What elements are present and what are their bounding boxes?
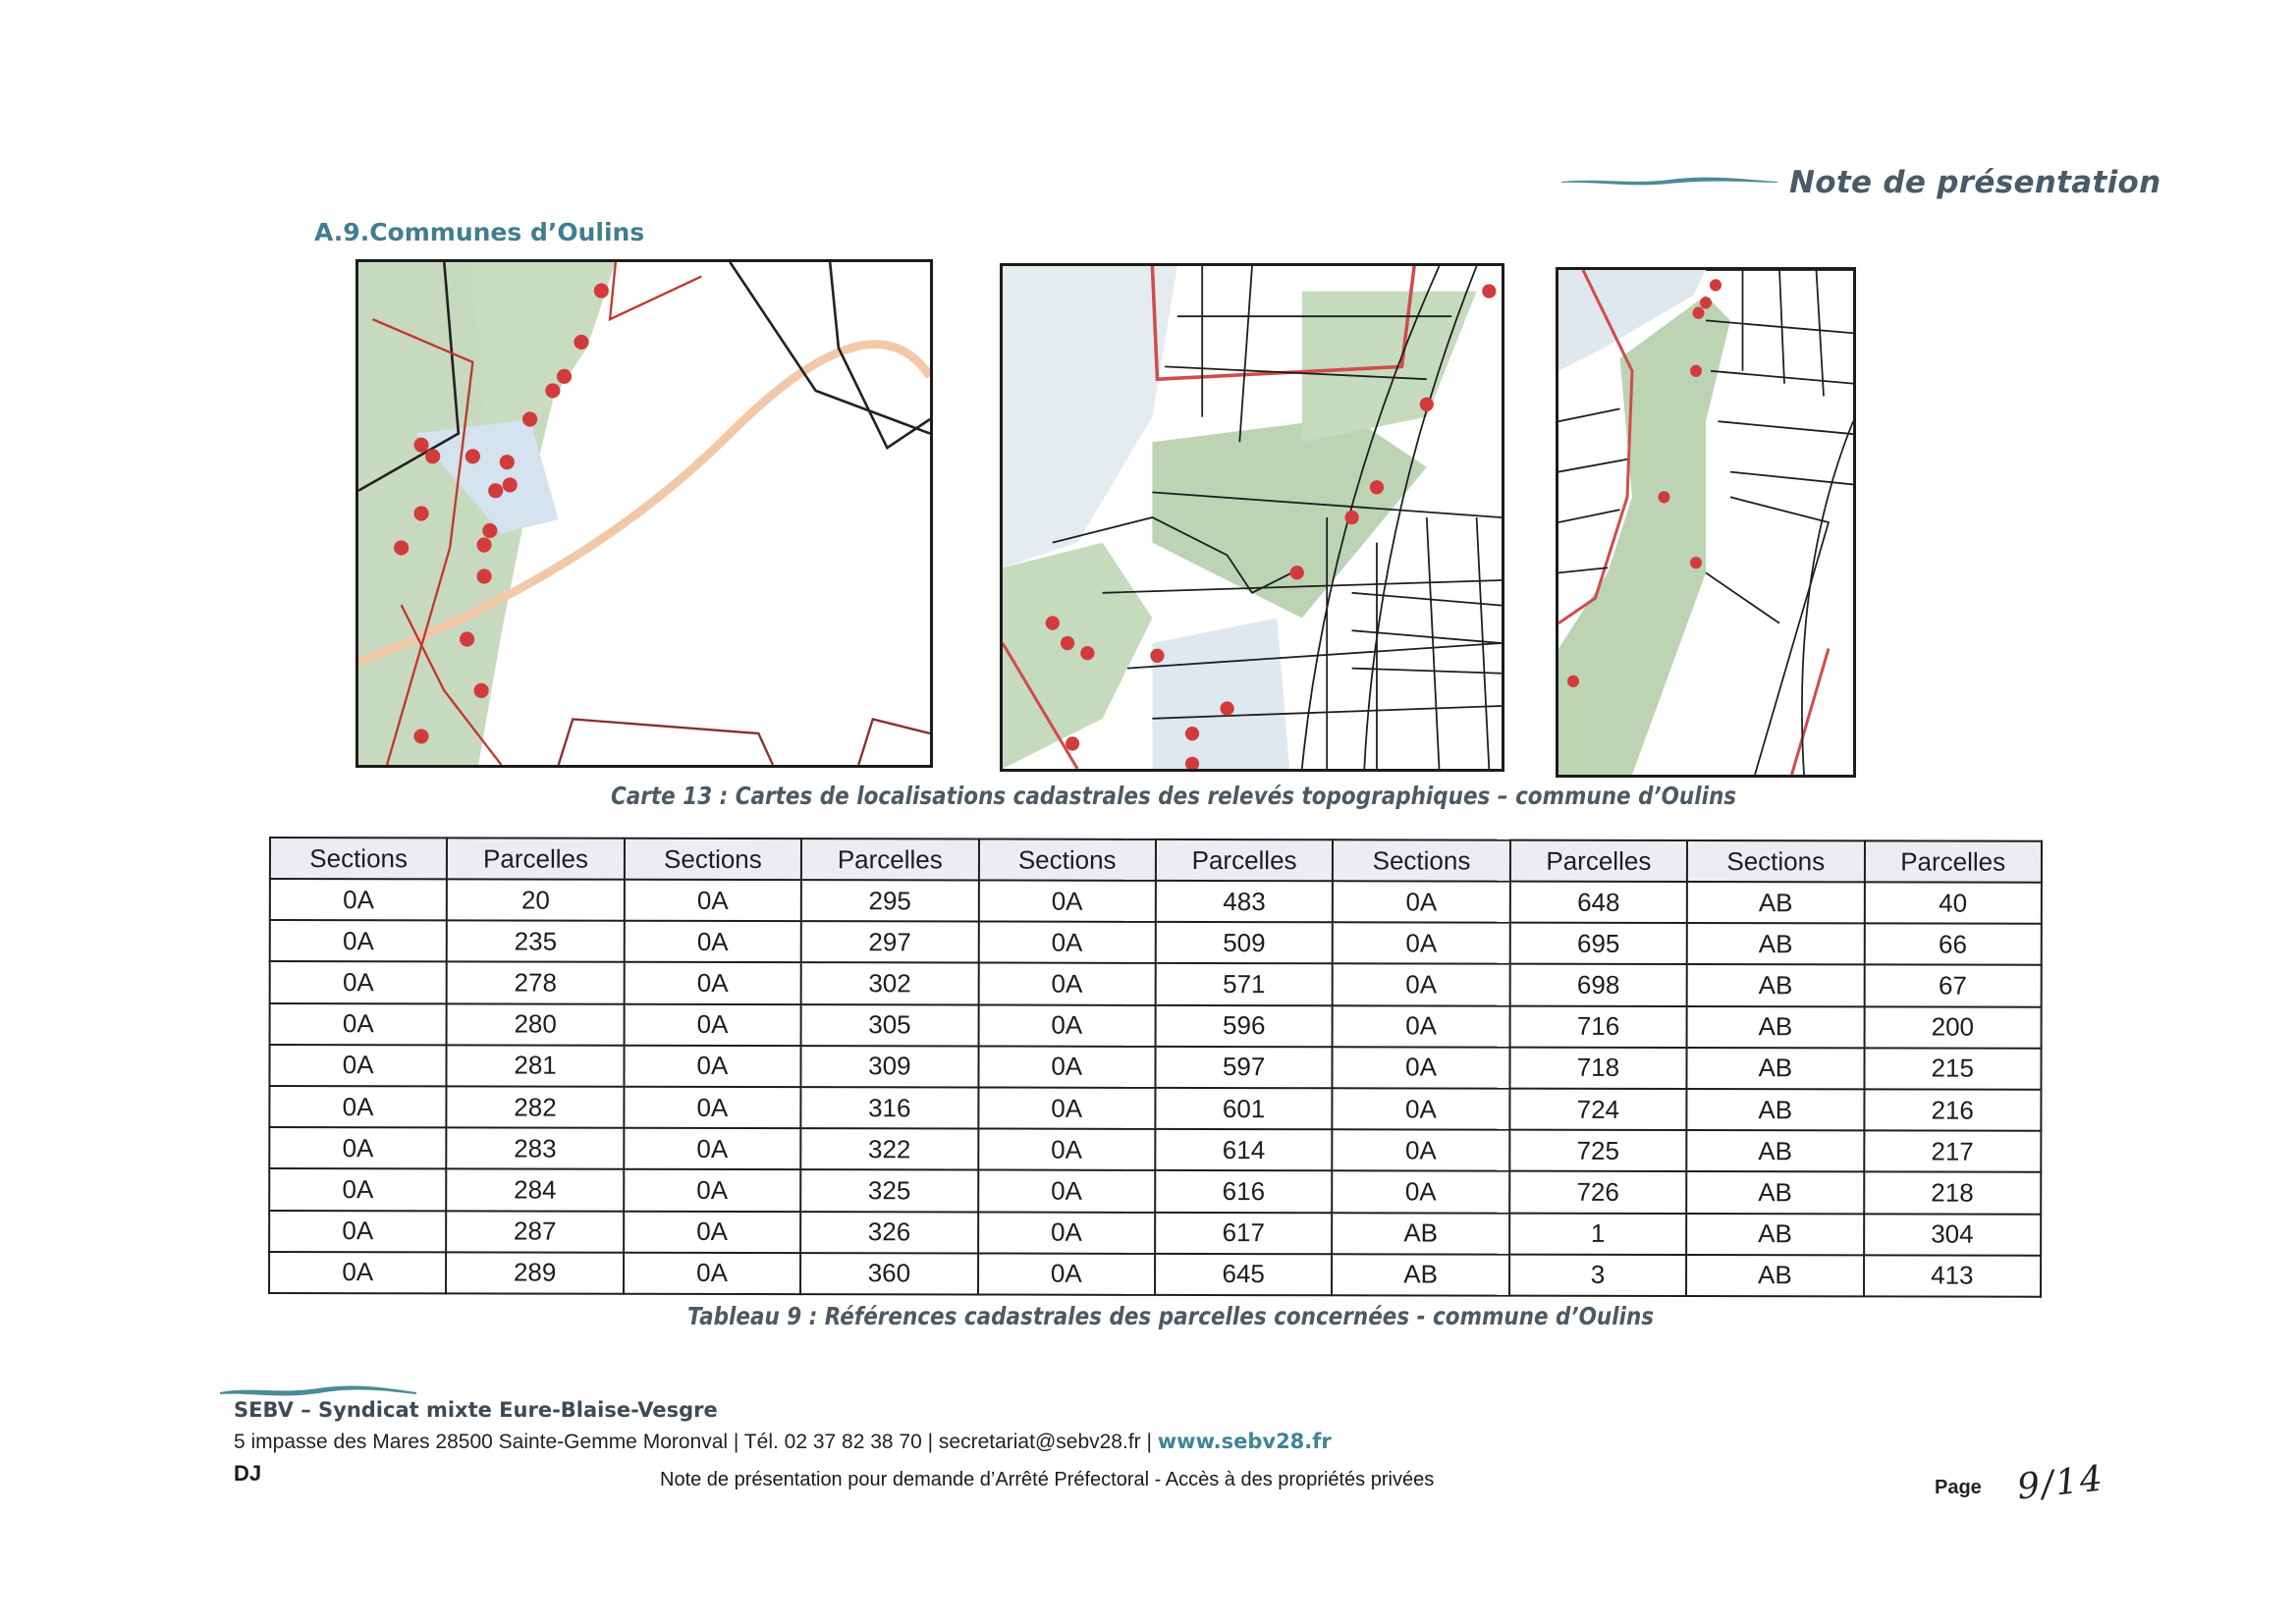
parcel-cell: 200 (1864, 1006, 2042, 1049)
section-cell: 0A (1333, 1171, 1509, 1214)
parcel-cell: 571 (1156, 963, 1333, 1005)
parcel-cell: 284 (447, 1169, 624, 1212)
section-title: A.9.Communes d’Oulins (314, 218, 645, 246)
parcel-cell: 278 (447, 962, 624, 1004)
parcel-cell: 305 (801, 1004, 978, 1047)
parcel-cell: 282 (447, 1086, 624, 1128)
parcel-cell: 289 (446, 1252, 623, 1294)
section-cell: 0A (978, 1170, 1155, 1213)
section-cell: AB (1687, 1006, 1864, 1049)
section-cell: 0A (978, 963, 1155, 1005)
table-row (270, 920, 2042, 965)
parcel-cell: 614 (1155, 1129, 1332, 1171)
parcel-cell: 596 (1156, 1004, 1333, 1047)
parcel-cell: 698 (1509, 964, 1686, 1006)
section-cell: 0A (624, 1046, 800, 1088)
section-cell: 0A (1333, 1088, 1509, 1130)
map-cadastral-detail-2 (1556, 267, 1856, 778)
section-cell: AB (1332, 1213, 1508, 1255)
page-label: Page (1935, 1477, 1982, 1498)
parcel-cell: 309 (801, 1046, 978, 1088)
footer-note: Note de présentation pour demande d’Arrêté Préfectoral - Accès à des propriétés privées (660, 1469, 1435, 1490)
table-row (269, 1086, 2041, 1131)
map-graphic (358, 262, 930, 765)
column-header: Parcelles (1156, 839, 1333, 881)
column-header: Parcelles (447, 838, 624, 879)
column-header: Parcelles (801, 839, 978, 880)
section-cell: 0A (270, 879, 447, 921)
parcel-cell: 297 (801, 921, 978, 963)
section-cell: 0A (978, 922, 1155, 964)
section-cell: AB (1686, 1214, 1863, 1256)
section-cell: 0A (1333, 922, 1509, 964)
column-header: Sections (625, 839, 801, 880)
column-header: Parcelles (1864, 840, 2042, 882)
parcel-cell: 726 (1509, 1171, 1686, 1214)
column-header: Sections (1687, 840, 1864, 882)
parcel-cell: 413 (1864, 1255, 2042, 1297)
section-cell: 0A (270, 1003, 447, 1046)
parcel-cell: 281 (447, 1045, 624, 1087)
parcel-cell: 725 (1509, 1130, 1686, 1172)
parcel-cell: 3 (1509, 1254, 1686, 1296)
section-cell: 0A (270, 961, 447, 1003)
parcel-cell: 724 (1509, 1089, 1686, 1131)
parcels-table (268, 837, 2043, 1298)
parcel-cell: 215 (1864, 1048, 2042, 1090)
parcel-cell: 483 (1156, 881, 1333, 923)
table-row (269, 1168, 2041, 1214)
map-caption: Carte 13 : Cartes de localisations cadastrales des relevés topographiques – commune d’Oulins (611, 782, 1737, 810)
section-cell: 0A (624, 1211, 800, 1253)
parcel-cell: 216 (1864, 1089, 2042, 1131)
parcel-cell: 218 (1864, 1172, 2042, 1215)
parcel-cell: 645 (1155, 1254, 1332, 1296)
footer-address (234, 1430, 1332, 1454)
parcel-cell: 617 (1155, 1212, 1332, 1254)
section-cell: 0A (978, 1212, 1155, 1254)
section-cell: 0A (624, 1252, 800, 1294)
parcel-cell: 360 (800, 1253, 977, 1295)
parcel-cell: 601 (1155, 1088, 1332, 1130)
section-cell: 0A (269, 1252, 446, 1294)
running-header-title: Note de présentation (1789, 165, 2161, 200)
parcel-cell: 322 (800, 1128, 977, 1170)
parcel-cell: 40 (1864, 882, 2042, 924)
table-row (269, 1127, 2041, 1172)
section-cell: 0A (269, 1211, 446, 1253)
section-cell: 0A (624, 1087, 800, 1129)
table-header-row (270, 838, 2042, 883)
section-cell: 0A (625, 921, 801, 963)
section-cell: 0A (978, 881, 1155, 923)
parcel-cell: 295 (801, 880, 978, 922)
section-cell: AB (1686, 1130, 1863, 1172)
section-cell: AB (1687, 1089, 1864, 1131)
footer-contact-text: 5 impasse des Mares 28500 Sainte-Gemme Moronval | Tél. 02 37 82 38 70 | secretariat@sebv28.fr | (234, 1431, 1158, 1453)
section-cell: AB (1686, 1171, 1863, 1214)
parcel-cell: 509 (1156, 922, 1333, 964)
section-cell: 0A (625, 880, 801, 922)
map-overview (355, 259, 933, 768)
parcel-cell: 287 (447, 1211, 624, 1253)
parcel-cell: 20 (447, 879, 624, 921)
section-cell: 0A (624, 1128, 800, 1170)
parcel-cell: 325 (800, 1169, 977, 1212)
parcel-cell: 283 (447, 1128, 624, 1170)
parcel-cell: 326 (800, 1212, 977, 1254)
section-cell: AB (1687, 882, 1864, 924)
parcel-cell: 316 (801, 1087, 978, 1129)
parcel-cell: 304 (1864, 1214, 2042, 1256)
section-cell: 0A (978, 1004, 1155, 1047)
parcel-cell: 302 (801, 963, 978, 1005)
parcel-cell: 716 (1509, 1005, 1686, 1048)
parcel-cell: 1 (1509, 1213, 1686, 1255)
footer-website-link[interactable]: www.sebv28.fr (1157, 1430, 1332, 1453)
table-row (269, 1252, 2041, 1297)
section-cell: 0A (1333, 881, 1509, 923)
section-cell: AB (1687, 1048, 1864, 1090)
section-cell: 0A (269, 1086, 446, 1128)
parcels-table-container (268, 837, 2043, 1298)
section-cell: 0A (270, 920, 447, 962)
section-cell: 0A (624, 1003, 800, 1046)
map-graphic (1003, 266, 1502, 769)
parcel-cell: 597 (1155, 1047, 1332, 1089)
section-cell: AB (1687, 923, 1864, 965)
section-cell: 0A (1333, 1129, 1509, 1171)
section-cell: 0A (624, 1169, 800, 1212)
map-graphic (1558, 270, 1853, 775)
table-row (269, 1211, 2041, 1256)
table-caption: Tableau 9 : Références cadastrales des parcelles concernées - commune d’Oulins (687, 1302, 1655, 1330)
table-row (269, 1045, 2041, 1090)
table-row (270, 879, 2042, 924)
section-cell: 0A (978, 1253, 1155, 1295)
parcel-cell: 648 (1510, 882, 1687, 924)
footer-organization: SEBV – Syndicat mixte Eure-Blaise-Vesgre (234, 1398, 718, 1422)
table-row (270, 1003, 2042, 1049)
wave-logo-icon (1561, 173, 1777, 189)
parcel-cell: 280 (447, 1003, 624, 1046)
parcel-cell: 67 (1864, 965, 2042, 1007)
section-cell: AB (1687, 964, 1864, 1006)
column-header: Sections (978, 839, 1155, 881)
parcel-cell: 235 (447, 921, 624, 963)
section-cell: 0A (269, 1127, 446, 1169)
section-cell: 0A (269, 1168, 446, 1211)
section-cell: AB (1686, 1255, 1863, 1297)
section-cell: 0A (624, 962, 800, 1004)
footer-initials: DJ (234, 1461, 262, 1486)
section-cell: 0A (978, 1087, 1155, 1129)
column-header: Sections (270, 838, 447, 879)
parcel-cell: 66 (1864, 924, 2042, 966)
parcel-cell: 718 (1509, 1047, 1686, 1089)
section-cell: 0A (1333, 964, 1509, 1006)
section-cell: 0A (269, 1045, 446, 1087)
parcel-cell: 217 (1864, 1131, 2042, 1173)
map-cadastral-detail-1 (1000, 263, 1504, 772)
section-cell: 0A (1333, 1005, 1509, 1048)
section-cell: 0A (1333, 1047, 1509, 1089)
column-header: Sections (1333, 839, 1509, 881)
table-row (270, 961, 2042, 1006)
column-header: Parcelles (1510, 840, 1687, 882)
section-cell: AB (1332, 1254, 1508, 1296)
section-cell: 0A (978, 1129, 1155, 1171)
page-number-handwritten: 9/14 (2015, 1458, 2106, 1508)
section-cell: 0A (978, 1046, 1155, 1088)
parcel-cell: 695 (1509, 923, 1686, 965)
parcel-cell: 616 (1155, 1170, 1332, 1213)
